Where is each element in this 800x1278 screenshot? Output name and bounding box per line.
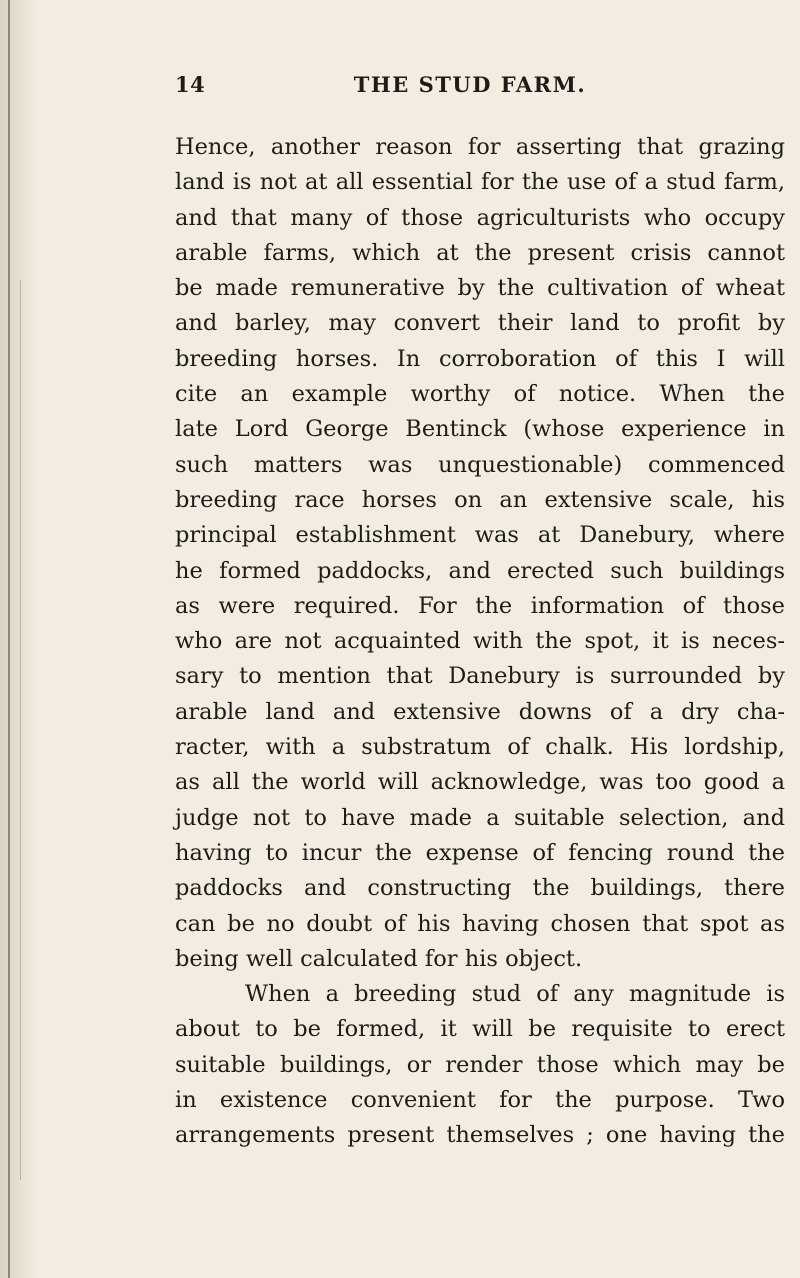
running-header bbox=[175, 72, 725, 102]
text-line: who are not acquainted with the spot, it is neces- bbox=[175, 628, 785, 655]
text-line: and barley, may convert their land to profit by bbox=[175, 310, 785, 337]
text-line: racter, with a substratum of chalk. His lordship, bbox=[175, 734, 785, 761]
text-line: breeding race horses on an extensive scale, his bbox=[175, 486, 785, 513]
paragraph-end-line: being well calculated for his object. bbox=[175, 945, 583, 972]
binding-edge bbox=[8, 0, 10, 1278]
text-line: he formed paddocks, and erected such buildings bbox=[175, 557, 785, 584]
text-line: sary to mention that Danebury is surrounded by bbox=[175, 663, 785, 690]
text-line: paddocks and constructing the buildings, there bbox=[175, 875, 785, 902]
text-line: late Lord George Bentinck (whose experience in bbox=[175, 416, 785, 443]
text-line: such matters was unquestionable) commenced bbox=[175, 451, 785, 478]
text-line: breeding horses. In corroboration of this I will bbox=[175, 345, 785, 372]
text-line: and that many of those agriculturists who occupy bbox=[175, 204, 785, 231]
text-line: cite an example worthy of notice. When the bbox=[175, 381, 785, 408]
binding-edge-inner bbox=[20, 280, 21, 1180]
text-line: land is not at all essential for the use of a stud farm, bbox=[175, 169, 785, 196]
text-line: be made remunerative by the cultivation of wheat bbox=[175, 275, 785, 302]
text-line: in existence convenient for the purpose. Two bbox=[175, 1087, 785, 1114]
text-line: principal establishment was at Danebury, where bbox=[175, 522, 785, 549]
text-line: having to incur the expense of fencing round the bbox=[175, 839, 785, 866]
text-line: arrangements present themselves ; one having the bbox=[175, 1122, 785, 1149]
text-line: as all the world will acknowledge, was too good a bbox=[175, 769, 785, 796]
running-title: THE STUD FARM. bbox=[353, 72, 587, 97]
paragraph-start-line: When a breeding stud of any magnitude is bbox=[245, 981, 785, 1008]
text-line: Hence, another reason for asserting that grazing bbox=[175, 134, 785, 160]
body-text bbox=[175, 130, 785, 1154]
text-line: as were required. For the information of those bbox=[175, 592, 785, 619]
text-line: arable farms, which at the present crisis cannot bbox=[175, 239, 785, 266]
text-line: can be no doubt of his having chosen that spot as bbox=[175, 910, 785, 937]
text-line: judge not to have made a suitable selection, and bbox=[175, 804, 785, 831]
text-line: about to be formed, it will be requisite to erect bbox=[175, 1016, 785, 1043]
text-line: arable land and extensive downs of a dry cha- bbox=[175, 698, 785, 725]
page-number: 14 bbox=[175, 72, 206, 97]
text-line: suitable buildings, or render those which may be bbox=[175, 1051, 785, 1078]
